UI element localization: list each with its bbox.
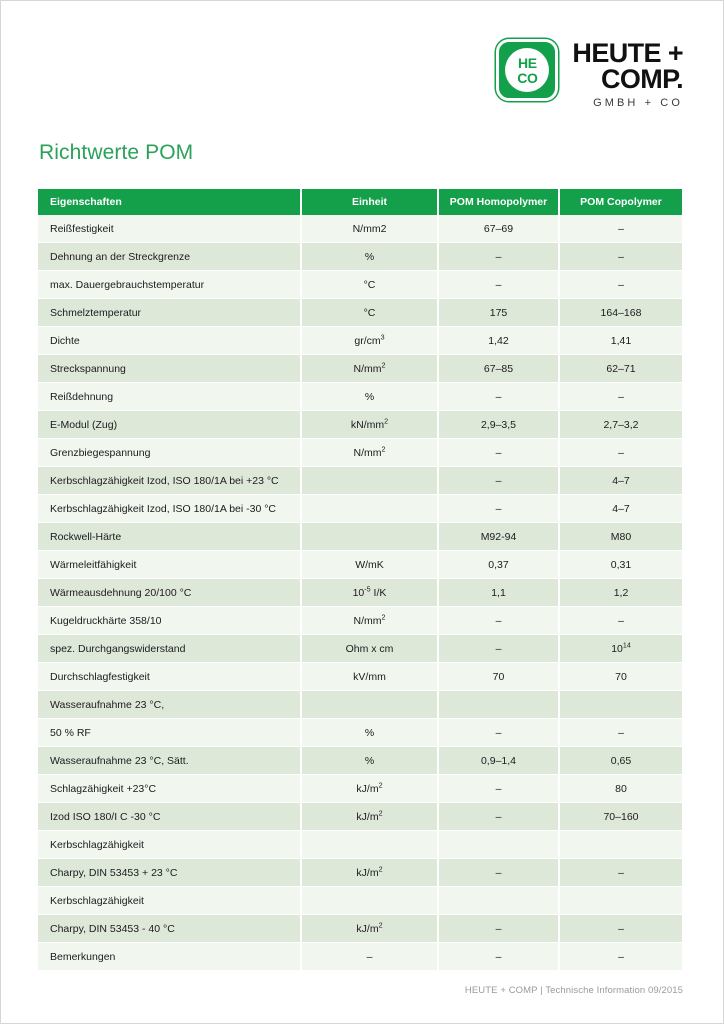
cell-unit: $gr/cm^3$ — [302, 327, 439, 355]
table-row — [38, 747, 682, 775]
cell-unit — [302, 831, 439, 859]
table-row — [38, 691, 682, 719]
cell-homopolymer: – — [439, 859, 560, 887]
cell-copolymer — [560, 831, 682, 859]
cell-homopolymer: 67–69 — [439, 215, 560, 243]
cell-copolymer: M80 — [560, 523, 682, 551]
cell-homopolymer: – — [439, 439, 560, 467]
cell-property: Grenzbiegespannung — [38, 439, 302, 467]
logo-disc — [505, 48, 549, 92]
cell-copolymer: – — [560, 607, 682, 635]
cell-property: Kerbschlagzähigkeit Izod, ISO 180/1A bei +23 °C — [38, 467, 302, 495]
cell-property: Wärmeausdehnung 20/100 °C — [38, 579, 302, 607]
cell-copolymer: 4–7 — [560, 495, 682, 523]
cell-copolymer: – — [560, 859, 682, 887]
cell-unit: °C — [302, 299, 439, 327]
table-row — [38, 831, 682, 859]
table-row — [38, 887, 682, 915]
cell-property: Kerbschlagzähigkeit — [38, 831, 302, 859]
cell-homopolymer: 67–85 — [439, 355, 560, 383]
spec-table — [38, 189, 682, 971]
cell-property: Wärmeleitfähigkeit — [38, 551, 302, 579]
wordmark-subtitle: GMBH + CO — [593, 97, 683, 109]
cell-homopolymer: – — [439, 495, 560, 523]
table-row — [38, 411, 682, 439]
table-row — [38, 355, 682, 383]
cell-homopolymer: – — [439, 383, 560, 411]
cell-copolymer: – — [560, 383, 682, 411]
cell-property: Kugeldruckhärte 358/10 — [38, 607, 302, 635]
wordmark-line-2: COMP. — [600, 64, 683, 94]
cell-homopolymer: 2,9–3,5 — [439, 411, 560, 439]
cell-property: 50 % RF — [38, 719, 302, 747]
cell-unit: $kN/mm^2$ — [302, 411, 439, 439]
table-header-row — [38, 189, 682, 215]
cell-homopolymer — [439, 831, 560, 859]
cell-unit: % — [302, 719, 439, 747]
cell-unit — [302, 467, 439, 495]
cell-copolymer: 4–7 — [560, 467, 682, 495]
cell-homopolymer: – — [439, 607, 560, 635]
cell-unit: % — [302, 243, 439, 271]
cell-unit: $kJ/m^2$ — [302, 915, 439, 943]
cell-unit: $kJ/m^2$ — [302, 803, 439, 831]
cell-property: Charpy, DIN 53453 - 40 °C — [38, 915, 302, 943]
cell-property: Streckspannung — [38, 355, 302, 383]
cell-unit: Ohm x cm — [302, 635, 439, 663]
cell-copolymer: – — [560, 439, 682, 467]
cell-homopolymer: 0,9–1,4 — [439, 747, 560, 775]
cell-copolymer: – — [560, 215, 682, 243]
cell-property: Wasseraufnahme 23 °C, Sätt. — [38, 747, 302, 775]
cell-property: Dehnung an der Streckgrenze — [38, 243, 302, 271]
table-row — [38, 775, 682, 803]
cell-copolymer: 0,65 — [560, 747, 682, 775]
cell-property: spez. Durchgangswiderstand — [38, 635, 302, 663]
cell-homopolymer: – — [439, 803, 560, 831]
cell-copolymer: 70 — [560, 663, 682, 691]
cell-unit: $N/mm^2$ — [302, 439, 439, 467]
cell-unit: W/mK — [302, 551, 439, 579]
brand-masthead — [496, 39, 683, 109]
cell-copolymer — [560, 887, 682, 915]
cell-homopolymer: 175 — [439, 299, 560, 327]
cell-unit: $N/mm^2$ — [302, 607, 439, 635]
wordmark — [572, 39, 683, 109]
cell-homopolymer — [439, 887, 560, 915]
column-header-unit: Einheit — [302, 189, 439, 215]
table-row — [38, 467, 682, 495]
cell-copolymer: 1,2 — [560, 579, 682, 607]
cell-copolymer: 2,7–3,2 — [560, 411, 682, 439]
cell-unit: $10^{-5}$ I/K — [302, 579, 439, 607]
cell-property: max. Dauergebrauchstemperatur — [38, 271, 302, 299]
cell-copolymer: – — [560, 943, 682, 971]
cell-property: Rockwell-Härte — [38, 523, 302, 551]
cell-copolymer: 80 — [560, 775, 682, 803]
cell-unit: °C — [302, 271, 439, 299]
cell-unit — [302, 887, 439, 915]
cell-property: Bemerkungen — [38, 943, 302, 971]
table-row — [38, 299, 682, 327]
cell-property: Durchschlagfestigkeit — [38, 663, 302, 691]
cell-unit: % — [302, 383, 439, 411]
table-row — [38, 943, 682, 971]
table-row — [38, 271, 682, 299]
cell-property: Kerbschlagzähigkeit Izod, ISO 180/1A bei -30 °C — [38, 495, 302, 523]
cell-homopolymer — [439, 691, 560, 719]
logo-text-he: HE — [517, 54, 537, 71]
cell-property: Schmelztemperatur — [38, 299, 302, 327]
cell-copolymer: 70–160 — [560, 803, 682, 831]
cell-copolymer: – — [560, 271, 682, 299]
column-header-property: Eigenschaften — [38, 189, 302, 215]
logo-text-co: CO — [517, 69, 538, 86]
table-row — [38, 915, 682, 943]
cell-copolymer: 62–71 — [560, 355, 682, 383]
table-row — [38, 859, 682, 887]
cell-copolymer: $10^{14}$ — [560, 635, 682, 663]
cell-property: E-Modul (Zug) — [38, 411, 302, 439]
cell-homopolymer: 0,37 — [439, 551, 560, 579]
table-row — [38, 327, 682, 355]
cell-copolymer: – — [560, 915, 682, 943]
page-title: Richtwerte POM — [39, 141, 194, 164]
cell-unit: kV/mm — [302, 663, 439, 691]
cell-homopolymer: 70 — [439, 663, 560, 691]
cell-homopolymer: – — [439, 271, 560, 299]
cell-property: Kerbschlagzähigkeit — [38, 887, 302, 915]
cell-homopolymer: – — [439, 467, 560, 495]
cell-homopolymer: – — [439, 775, 560, 803]
cell-homopolymer: – — [439, 635, 560, 663]
cell-unit: $kJ/m^2$ — [302, 859, 439, 887]
cell-homopolymer: 1,42 — [439, 327, 560, 355]
cell-property: Schlagzähigkeit +23°C — [38, 775, 302, 803]
cell-homopolymer: – — [439, 719, 560, 747]
table-row — [38, 215, 682, 243]
table-row — [38, 803, 682, 831]
table-row — [38, 243, 682, 271]
cell-homopolymer: – — [439, 943, 560, 971]
cell-homopolymer: M92-94 — [439, 523, 560, 551]
column-header-homopolymer: POM Homopolymer — [439, 189, 560, 215]
cell-property: Dichte — [38, 327, 302, 355]
cell-copolymer: 164–168 — [560, 299, 682, 327]
cell-unit — [302, 523, 439, 551]
cell-copolymer: 0,31 — [560, 551, 682, 579]
cell-property: Reißfestigkeit — [38, 215, 302, 243]
cell-unit — [302, 691, 439, 719]
spec-table-body — [38, 215, 682, 971]
table-row — [38, 607, 682, 635]
cell-unit: $N/mm^2$ — [302, 355, 439, 383]
cell-property: Wasseraufnahme 23 °C, — [38, 691, 302, 719]
cell-property: Izod ISO 180/I C -30 °C — [38, 803, 302, 831]
page-footer: HEUTE + COMP | Technische Information 09/2015 — [464, 985, 683, 996]
cell-unit: % — [302, 747, 439, 775]
cell-property: Charpy, DIN 53453 + 23 °C — [38, 859, 302, 887]
table-row — [38, 579, 682, 607]
heco-logo-icon — [496, 39, 558, 101]
cell-copolymer: – — [560, 243, 682, 271]
cell-homopolymer: 1,1 — [439, 579, 560, 607]
cell-unit — [302, 495, 439, 523]
cell-copolymer: 1,41 — [560, 327, 682, 355]
cell-homopolymer: – — [439, 243, 560, 271]
wordmark-line-1: HEUTE + — [572, 38, 683, 68]
cell-property: Reißdehnung — [38, 383, 302, 411]
cell-homopolymer: – — [439, 915, 560, 943]
cell-unit: $kJ/m^2$ — [302, 775, 439, 803]
column-header-copolymer: POM Copolymer — [560, 189, 682, 215]
table-row — [38, 663, 682, 691]
cell-copolymer — [560, 691, 682, 719]
table-row — [38, 719, 682, 747]
cell-unit: N/mm2 — [302, 215, 439, 243]
table-row — [38, 495, 682, 523]
table-row — [38, 551, 682, 579]
table-row — [38, 383, 682, 411]
table-row — [38, 523, 682, 551]
cell-copolymer: – — [560, 719, 682, 747]
cell-unit: – — [302, 943, 439, 971]
table-row — [38, 439, 682, 467]
spec-table-container — [38, 189, 682, 971]
table-row — [38, 635, 682, 663]
